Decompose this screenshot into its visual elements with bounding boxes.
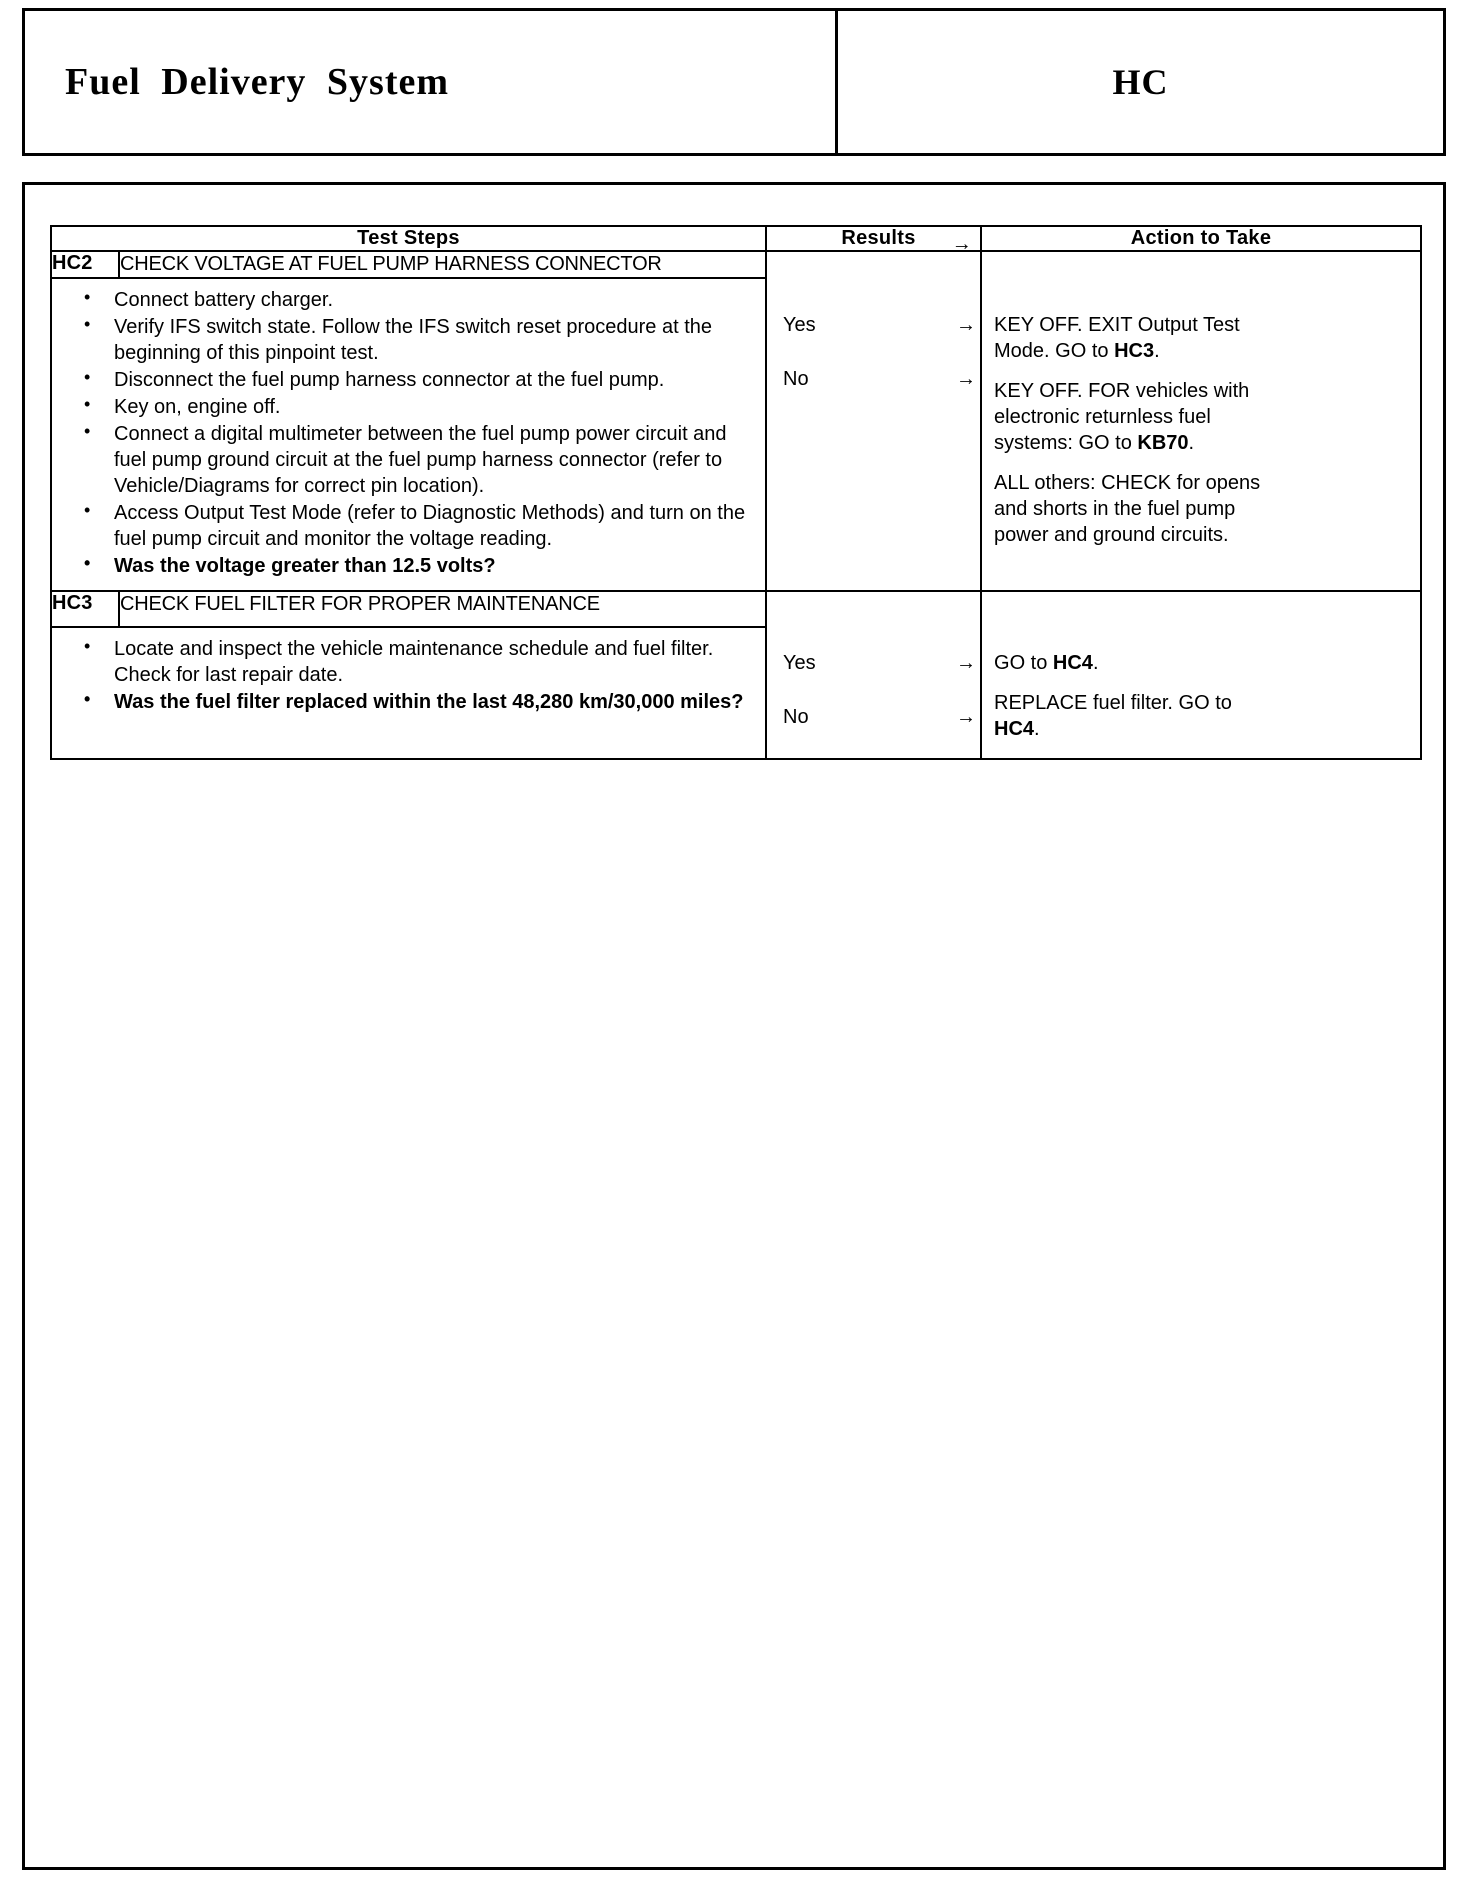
- result-line: [767, 704, 980, 758]
- result-line: [767, 312, 980, 366]
- page-header-title-cell: [25, 11, 838, 153]
- list-item: • Verify IFS switch state. Follow the IFS switch reset procedure at the beginning of this pinpoint test.: [62, 314, 757, 366]
- list-item: • Disconnect the fuel pump harness connector at the fuel pump.: [62, 367, 757, 393]
- list-item: • Connect battery charger.: [62, 287, 757, 313]
- result-label: Yes: [783, 652, 816, 674]
- column-header-action-to-take: Action to Take: [981, 226, 1421, 251]
- page-title: Fuel Delivery System: [65, 61, 450, 103]
- results-cell: [766, 591, 981, 759]
- results-cell: [766, 251, 981, 591]
- step-list-cell: [51, 627, 766, 759]
- arrow-right-icon: →: [956, 706, 977, 728]
- table-row: [51, 251, 1421, 278]
- result-label: No: [783, 368, 809, 390]
- table-header-row: [51, 226, 1421, 251]
- step-id: HC3: [51, 591, 119, 627]
- result-line: [767, 650, 980, 704]
- arrow-right-icon: →: [956, 368, 977, 390]
- page-header-code-cell: [838, 11, 1443, 153]
- list-item: • Locate and inspect the vehicle maintenance schedule and fuel filter. Check for last repair date.: [62, 636, 757, 688]
- action-cell: [981, 591, 1421, 759]
- page-content-frame: [22, 182, 1446, 1870]
- action-cell: [981, 251, 1421, 591]
- step-title: CHECK VOLTAGE AT FUEL PUMP HARNESS CONNECTOR: [119, 251, 766, 278]
- result-label: Yes: [783, 314, 816, 336]
- step-list-cell: [51, 278, 766, 591]
- action-text: KEY OFF. EXIT Output Test Mode. GO to HC3.: [994, 314, 1240, 362]
- result-label: No: [783, 706, 809, 728]
- arrow-right-icon: →: [956, 652, 977, 674]
- step-title: CHECK FUEL FILTER FOR PROPER MAINTENANCE: [119, 591, 766, 627]
- column-header-results: [766, 226, 981, 255]
- result-line: [767, 366, 980, 420]
- arrow-right-icon: →: [951, 233, 973, 255]
- page-header: [22, 8, 1446, 156]
- action-text: KEY OFF. FOR vehicles with electronic returnless fuel systems: GO to KB70.: [994, 380, 1250, 454]
- step-id: HC2: [51, 251, 119, 278]
- column-header-test-steps: Test Steps: [51, 226, 766, 251]
- pinpoint-test-table: [50, 225, 1422, 760]
- step-list: [52, 279, 765, 590]
- action-text: REPLACE fuel filter. GO to HC4.: [994, 692, 1232, 740]
- action-text: ALL others: CHECK for opens and shorts in the fuel pump power and ground circuits.: [994, 472, 1261, 546]
- action-text: GO to HC4.: [994, 652, 1099, 674]
- arrow-right-icon: →: [956, 314, 977, 336]
- list-item: • Key on, engine off.: [62, 394, 757, 420]
- pinpoint-test-code: HC: [1112, 62, 1169, 102]
- list-item: • Was the voltage greater than 12.5 volts?: [62, 553, 757, 579]
- list-item: • Connect a digital multimeter between the fuel pump power circuit and fuel pump ground circuit at the fuel pump harness connector (refer to Vehicle/Diagrams for correct pin location).: [62, 421, 757, 499]
- table-row: [51, 591, 1421, 627]
- list-item: • Access Output Test Mode (refer to Diagnostic Methods) and turn on the fuel pump circuit and monitor the voltage reading.: [62, 500, 757, 552]
- column-header-results-label: Results: [841, 227, 916, 249]
- step-list: [52, 628, 765, 726]
- list-item: • Was the fuel filter replaced within the last 48,280 km/30,000 miles?: [62, 689, 757, 715]
